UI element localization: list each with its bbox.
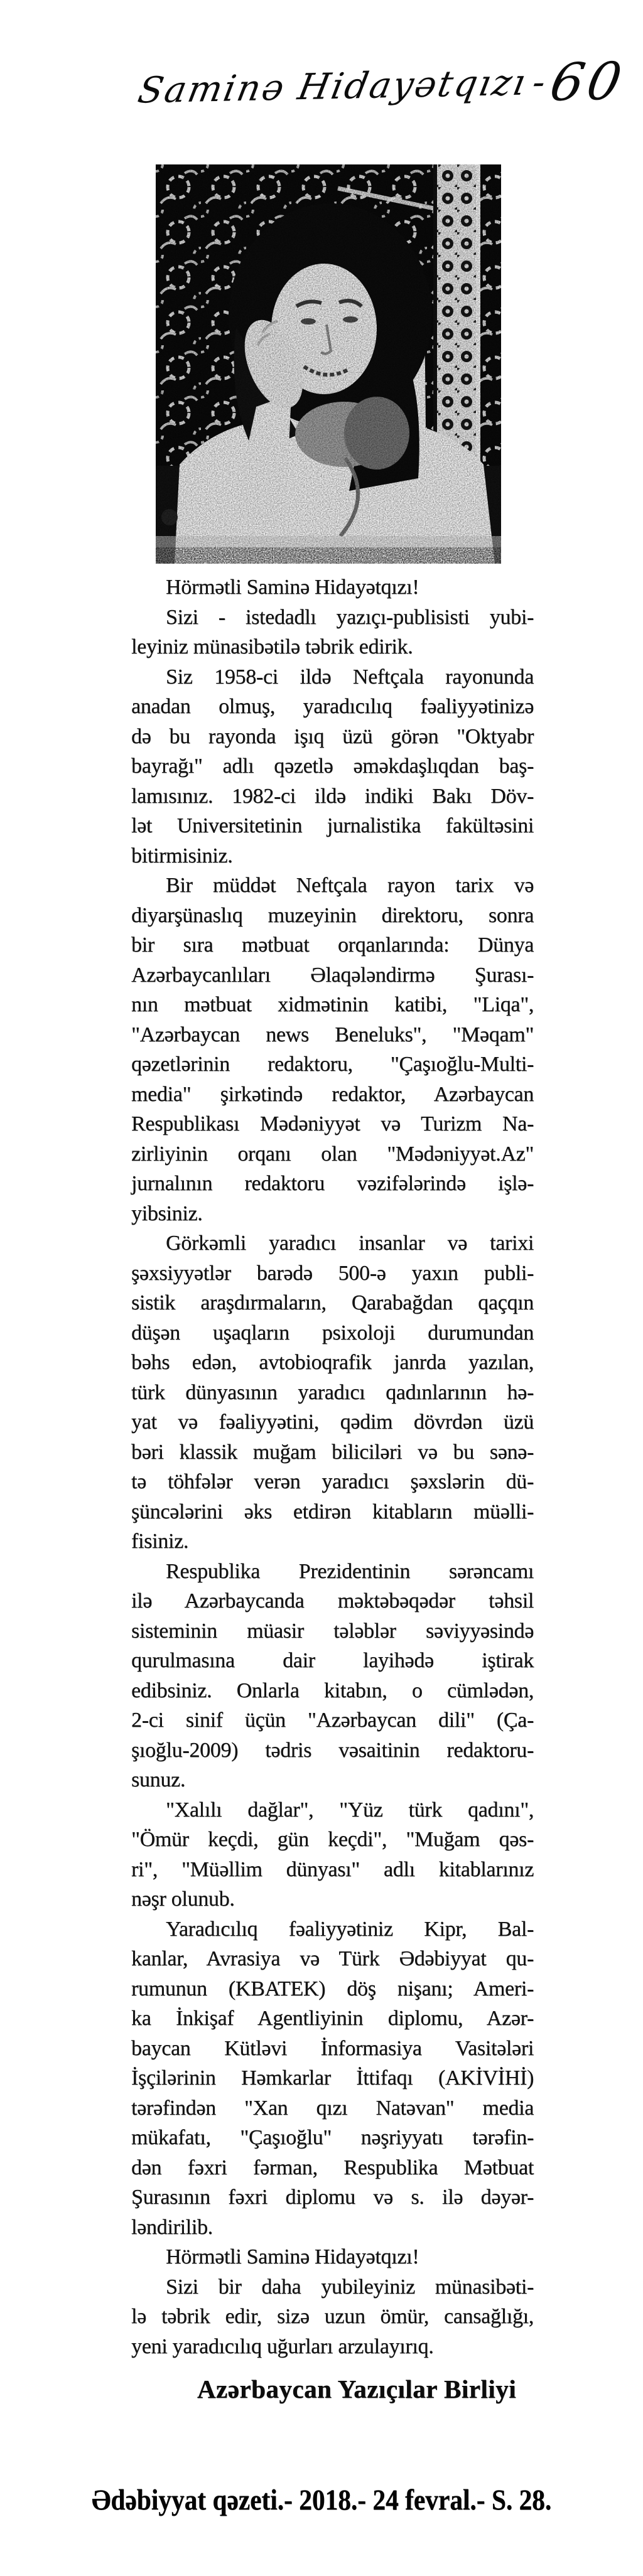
- text-line: fisiniz.: [131, 1530, 189, 1553]
- footer-citation: Ədəbiyyat qəzeti.- 2018.- 24 fevral.- S. 28.: [91, 2484, 552, 2516]
- text-line: İşçilərinin Həmkarlar İttifaqı (AKİVİHİ): [131, 2066, 534, 2090]
- text-line: Şurasının fəxri diplomu və s. ilə dəyər-: [131, 2186, 534, 2209]
- handwritten-title-number: 60: [545, 51, 630, 113]
- text-line: jurnalının redaktoru vəzifələrində işlə-: [131, 1172, 534, 1195]
- text-line: dən fəxri fərman, Respublika Mətbuat: [131, 2155, 534, 2179]
- text-line: qəzetlərinin redaktoru, "Çaşıoğlu-Multi-: [131, 1053, 534, 1076]
- text-line: nəşr olunub.: [131, 1887, 235, 1911]
- text-line: Sizi - istedadlı yazıçı-publisisti yubi-: [166, 605, 534, 629]
- signature: Azərbaycan Yazıçılar Birliyi: [197, 2375, 516, 2403]
- text-line: Hörmətli Saminə Hidayətqızı!: [166, 576, 419, 599]
- text-line: media" şirkətində redaktor, Azərbaycan: [131, 1082, 534, 1106]
- handwritten-title-dash: -: [529, 61, 549, 104]
- text-line: lət Universitetinin jurnalistika fakültəsini: [131, 814, 534, 837]
- text-line: şıoğlu-2009) tədris vəsaitinin redaktoru-: [131, 1738, 534, 1762]
- text-line: şəxsiyyətlər barədə 500-ə yaxın publi-: [131, 1261, 534, 1285]
- text-line: zirliyinin orqanı olan "Mədəniyyət.Az": [131, 1142, 534, 1166]
- text-line: diyarşünaslıq muzeyinin direktoru, sonra: [131, 903, 534, 927]
- text-line: bəri klassik muğam biliciləri və bu sənə-: [131, 1440, 534, 1464]
- text-line: Siz 1958-ci ildə Neftçala rayonunda: [166, 665, 534, 689]
- paragraph: [131, 572, 534, 603]
- text-line: lə təbrik edir, sizə uzun ömür, cansağlığı,: [131, 2305, 534, 2328]
- text-line: kanlar, Avrasiya və Türk Ədəbiyyat qu-: [131, 1947, 534, 1970]
- paragraph: [131, 1795, 534, 1914]
- text-line: sistik araşdırmaların, Qarabağdan qaçqın: [131, 1291, 534, 1314]
- text-line: şüncələrini əks etdirən kitabların müəlli-: [131, 1500, 534, 1523]
- text-line: qurulmasına dair layihədə iştirak: [131, 1649, 534, 1672]
- paragraph: [131, 603, 534, 662]
- text-line: bir sıra mətbuat orqanlarında: Dünya: [131, 933, 534, 957]
- handwritten-title: [130, 51, 630, 137]
- text-line: lamısınız. 1982-ci ildə indiki Bakı Döv-: [131, 784, 534, 808]
- text-line: bitirmisiniz.: [131, 844, 233, 867]
- paragraph: [131, 662, 534, 871]
- text-line: Görkəmli yaradıcı insanlar və tarixi: [166, 1232, 534, 1255]
- text-line: Hörmətli Saminə Hidayətqızı!: [166, 2245, 419, 2268]
- text-line: bayrağı" adlı qəzetlə əməkdaşlıqdan baş-: [131, 754, 534, 778]
- text-line: baycan Kütləvi İnformasiya Vasitələri: [131, 2036, 534, 2060]
- text-line: nın mətbuat xidmətinin katibi, "Liqa",: [131, 993, 534, 1016]
- text-line: bəhs edən, avtobioqrafik janrda yazılan,: [131, 1351, 534, 1374]
- text-line: ri", "Müəllim dünyası" adlı kitablarınız: [131, 1857, 534, 1881]
- photo-grain: [156, 164, 501, 564]
- text-line: ilə Azərbaycanda məktəbəqədər təhsil: [131, 1589, 534, 1613]
- handwritten-title-name: Saminə Hidayətqızı: [134, 62, 531, 112]
- text-line: Yaradıcılıq fəaliyyətiniz Kipr, Bal-: [166, 1917, 534, 1941]
- text-line: "Xalılı dağlar", "Yüz türk qadını",: [166, 1798, 534, 1822]
- text-line: edibsiniz. Onlarla kitabın, o cümlədən,: [131, 1678, 534, 1702]
- portrait-photo-art: [156, 164, 501, 564]
- text-line: Azərbaycanlıları Əlaqələndirmə Şurası-: [131, 963, 534, 987]
- text-line: "Azərbaycan news Beneluks", "Məqam": [131, 1022, 534, 1046]
- text-line: Respublika Prezidentinin sərəncamı: [166, 1559, 534, 1583]
- text-line: mükafatı, "Çaşıoğlu" nəşriyyatı tərəfin-: [131, 2126, 534, 2149]
- text-line: anadan olmuş, yaradıcılıq fəaliyyətinizə: [131, 695, 534, 718]
- text-line: 2-ci sinif üçün "Azərbaycan dili" (Ça-: [131, 1709, 534, 1732]
- text-line: leyiniz münasibətilə təbrik edirik.: [131, 635, 413, 658]
- text-line: yibsiniz.: [131, 1201, 203, 1225]
- photo-bottom-noise: [156, 547, 501, 564]
- text-line: düşən uşaqların psixoloji durumundan: [131, 1321, 534, 1344]
- text-line: tə töhfələr verən yaradıcı şəxslərin dü-: [131, 1470, 534, 1493]
- paragraph: [131, 2272, 534, 2362]
- text-line: Sizi bir daha yubileyiniz münasibəti-: [166, 2275, 534, 2299]
- text-line: də bu rayonda işıq üzü görən "Oktyabr: [131, 724, 534, 748]
- text-line: yat və fəaliyyətini, qədim dövrdən üzü: [131, 1410, 534, 1434]
- text-line: ləndirilib.: [131, 2215, 213, 2239]
- text-line: Bir müddət Neftçala rayon tarix və: [166, 874, 534, 897]
- portrait-photo: [156, 164, 501, 564]
- text-line: "Ömür keçdi, gün keçdi", "Muğam qəs-: [131, 1828, 534, 1851]
- text-line: ka İnkişaf Agentliyinin diplomu, Azər-: [131, 2007, 534, 2030]
- article-body: [131, 572, 534, 2361]
- paragraph: [131, 1557, 534, 1795]
- paragraph: [131, 1228, 534, 1557]
- paragraph: [131, 2242, 534, 2272]
- text-line: Respublikası Mədəniyyət və Turizm Na-: [131, 1112, 534, 1135]
- paragraph: [131, 1914, 534, 2243]
- text-line: rumunun (KBATEK) döş nişanı; Ameri-: [131, 1977, 534, 2000]
- paragraph: [131, 871, 534, 1228]
- text-line: türk dünyasının yaradıcı qadınlarının hə-: [131, 1380, 534, 1404]
- text-line: tərəfindən "Xan qızı Natəvan" media: [131, 2096, 534, 2120]
- text-line: yeni yaradıcılıq uğurları arzulayırıq.: [131, 2334, 434, 2358]
- text-line: sisteminin müasir tələblər səviyyəsində: [131, 1619, 534, 1643]
- text-line: sunuz.: [131, 1768, 186, 1791]
